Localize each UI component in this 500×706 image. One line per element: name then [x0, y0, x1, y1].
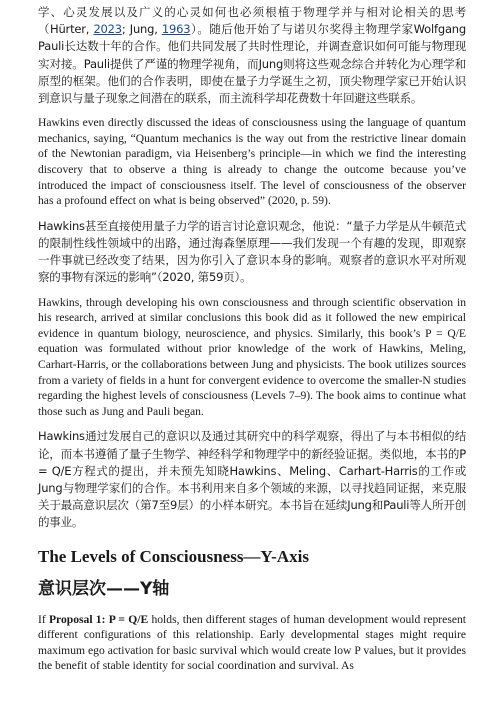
paragraph-cn-hawkins-quantum: Hawkins甚至直接使用量子力学的语言讨论意识观念，他说：“量子力学是从牛顿范式的限制性线性领域中的出路，通过海森堡原理——我们发现一个有趣的发现，即观察一件事就已经改变了结果，因为你引入了意识本身的影响。观察者的意识水平对所观察的事物有深远的影响”（2020, 第59页）。: [38, 218, 466, 285]
citation-link-2023[interactable]: 2023: [93, 22, 122, 37]
paragraph-en-proposal: [38, 612, 466, 674]
paragraph-text: ）。随后他开始了与诺贝尔奖得主物理学家Wolfgang Pauli长达数十年的合作。他们共同发展了共时性理论，并调查意识如何可能与物理现实对接。Pauli提供了严谨的物理学视角，而Jung则将这些观念综合并转化为心理学和原型的框架。他们的合作表明，即使在量子力学诞生之初，顶尖物理学家已开始认识到意识与量子现象之间潜在的联系，而主流科学却花费数十年回避这些联系。: [38, 22, 466, 106]
paragraph-en-hawkins-conclusions: Hawkins, through developing his own consciousness and through scientific observation in his research, arrived at similar conclusions this book did as it followed the new empirical evidence in quantum biology, neuroscience, and physics. Similarly, this book’s P = Q/E equation was formulated without prior knowledge of the work of Hawkins, Meling, Carhart-Harris, or the collaborations between Jung and physicists. The book utilizes sources from a variety of fields in a hunt for convergent evidence to overcome the smaller-N studies regarding the highest levels of consciousness (Levels 7–9). The book aims to continue what those such as Jung and Pauli began.: [38, 295, 466, 418]
paragraph-text: ; Jung,: [121, 22, 162, 37]
citation-link-1963[interactable]: 1963: [161, 22, 191, 37]
proposal-label: Proposal 1: P = Q/E: [48, 612, 149, 626]
paragraph-text: holds, then different stages of human development would represent different configurations of this relationship. Early developmental stages might require maximum ego activation for basic survival which would create low P values, but it provides the benefit of stable identity for social coordination and survival. As: [38, 612, 466, 673]
paragraph-en-hawkins-quantum: Hawkins even directly discussed the ideas of consciousness using the language of quantum mechanics, saying, “Quantum mechanics is the way out from the restrictive linear domain of the Newtonian paradigm, via Heisenberg’s principle—in which we find the interesting discovery that to observe a thing is already to change the outcome because you’ve introduced the impact of consciousness itself. The level of consciousness of the observer has a profound effect on what is being observed” (2020, p. 59).: [38, 116, 466, 208]
paragraph-cn-jung-pauli: [38, 4, 466, 107]
document-page: [38, 4, 466, 683]
section-heading-cn: 意识层次——Y轴: [38, 578, 170, 599]
section-heading-en: The Levels of Consciousness—Y-Axis: [38, 546, 309, 566]
paragraph-cn-hawkins-conclusions: Hawkins通过发展自己的意识以及通过其研究中的科学观察，得出了与本书相似的结论，而本书遵循了量子生物学、神经科学和物理学中的新经验证据。类似地，本书的P = Q/E方程式的提出，并未预先知晓Hawkins、Meling、Carhart-Harris的工作或Jung与物理学家们的合作。本书利用来自多个领域的来源，以寻找趋同证据，来克服关于最高意识层次（第7至9层）的小样本研究。本书旨在延续Jung和Pauli等人所开创的事业。: [38, 429, 466, 530]
paragraph-text: If: [38, 612, 49, 626]
paragraph-text: 学、心灵发展以及广义的心灵如何也必须根植于物理学并与相对论相关的思考（Hürter,: [38, 5, 466, 37]
